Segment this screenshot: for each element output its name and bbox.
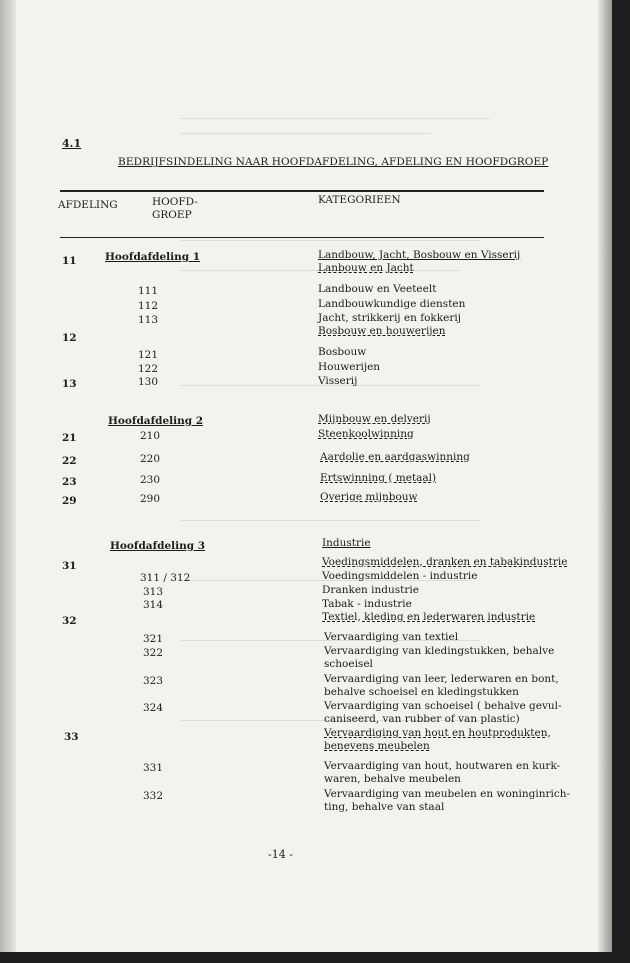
category-text: Visserij — [318, 375, 358, 387]
hoofdgroep-code: 112 — [138, 300, 159, 312]
header-rule-top — [60, 190, 544, 192]
category-text: Aardolie en aardgaswinning — [320, 451, 470, 463]
hoofdafdeling-label: Hoofdafdeling 3 — [110, 540, 206, 552]
category-text: Vervaardiging van hout, houtwaren en kurk- — [324, 760, 561, 772]
hoofdgroep-code: 323 — [143, 675, 164, 687]
category-text: Vervaardiging van kledingstukken, behalve — [324, 645, 555, 657]
hoofdgroep-code: 322 — [143, 647, 164, 659]
category-text: Vervaardiging van hout en houtprodukten, — [324, 727, 551, 739]
category-text: Steenkoolwinning — [318, 428, 414, 440]
afdeling-code: 11 — [62, 255, 77, 267]
hoofdgroep-code: 122 — [138, 363, 159, 375]
category-text: caniseerd, van rubber of van plastic) — [324, 713, 520, 725]
category-text: Houwerijen — [318, 361, 381, 373]
category-text: Voedingsmiddelen, dranken en tabakindustrie — [322, 556, 568, 568]
hoofdafdeling-label: Hoofdafdeling 1 — [105, 251, 201, 263]
hoofdgroep-code: 230 — [140, 474, 161, 486]
category-text: Industrie — [322, 537, 371, 549]
category-text: Bosbouw — [318, 346, 367, 358]
col-header-hoofdgroep-1: HOOFD- — [152, 196, 198, 208]
category-text: behalve schoeisel en kledingstukken — [324, 686, 519, 698]
afdeling-code: 13 — [62, 378, 77, 390]
page-title: BEDRIJFSINDELING NAAR HOOFDAFDELING, AFDELING EN HOOFDGROEP — [118, 156, 549, 168]
category-text: Lanbouw en Jacht — [318, 262, 414, 274]
category-text: waren, behalve meubelen — [324, 773, 461, 785]
afdeling-code: 21 — [62, 432, 77, 444]
hoofdgroep-code: 113 — [138, 314, 159, 326]
category-text: Landbouw en Veeteelt — [318, 283, 437, 295]
hoofdgroep-code: 324 — [143, 702, 164, 714]
afdeling-code: 12 — [62, 332, 77, 344]
category-text: Overige mijnbouw — [320, 491, 418, 503]
category-text: Vervaardiging van meubelen en woninginrich- — [324, 788, 571, 800]
category-text: Ertswinning ( metaal) — [320, 472, 437, 484]
col-header-hoofdgroep-2: GROEP — [152, 209, 192, 221]
hoofdgroep-code: 331 — [143, 762, 164, 774]
category-text: Landbouwkundige diensten — [318, 298, 466, 310]
page-sheet — [12, 0, 612, 952]
bleed-through — [180, 133, 430, 134]
afdeling-code: 23 — [62, 476, 77, 488]
category-text: Textiel, kleding en lederwaren industrie — [322, 611, 536, 623]
category-text: Dranken industrie — [322, 584, 419, 596]
hoofdafdeling-label: Hoofdafdeling 2 — [108, 415, 204, 427]
category-text: ting, behalve van staal — [324, 801, 445, 813]
hoofdgroep-code: 220 — [140, 453, 161, 465]
afdeling-code: 31 — [62, 560, 77, 572]
bleed-through — [180, 240, 480, 241]
hoofdgroep-code: 313 — [143, 586, 164, 598]
afdeling-code: 22 — [62, 455, 77, 467]
hoofdgroep-code: 121 — [138, 349, 159, 361]
category-text: Vervaardiging van textiel — [324, 631, 459, 643]
afdeling-code: 29 — [62, 495, 77, 507]
hoofdgroep-code: 290 — [140, 493, 161, 505]
category-text: benevens meubelen — [324, 740, 430, 752]
afdeling-code: 32 — [62, 615, 77, 627]
hoofdgroep-code: 314 — [143, 599, 164, 611]
category-text: Vervaardiging van leer, lederwaren en bont, — [324, 673, 559, 685]
hoofdgroep-code: 311 / 312 — [140, 572, 191, 584]
bleed-through — [180, 118, 490, 119]
page-spine-shadow — [0, 0, 16, 952]
hoofdgroep-code: 321 — [143, 633, 164, 645]
page-edge-shadow — [598, 0, 612, 952]
hoofdgroep-code: 210 — [140, 430, 161, 442]
hoofdgroep-code: 111 — [138, 285, 159, 297]
category-text: Mijnbouw en delverij — [318, 413, 431, 425]
col-header-afdeling: AFDELING — [58, 199, 118, 211]
category-text: Tabak - industrie — [322, 598, 412, 610]
bleed-through — [180, 520, 480, 521]
afdeling-code: 33 — [64, 731, 79, 743]
category-text: schoeisel — [324, 658, 373, 670]
header-rule-bottom — [60, 237, 544, 238]
hoofdgroep-code: 332 — [143, 790, 164, 802]
category-text: Bosbouw en houwerijen — [318, 325, 446, 337]
category-text: Jacht, strikkerij en fokkerij — [318, 312, 461, 324]
category-text: Landbouw, Jacht, Bosbouw en Visserij — [318, 249, 521, 261]
section-number: 4.1 — [62, 137, 82, 150]
col-header-kategorieen: KATEGORIEEN — [318, 194, 401, 206]
page-number: -14 - — [268, 848, 293, 861]
category-text: Voedingsmiddelen - industrie — [322, 570, 478, 582]
hoofdgroep-code: 130 — [138, 376, 159, 388]
category-text: Vervaardiging van schoeisel ( behalve gevul- — [324, 700, 562, 712]
